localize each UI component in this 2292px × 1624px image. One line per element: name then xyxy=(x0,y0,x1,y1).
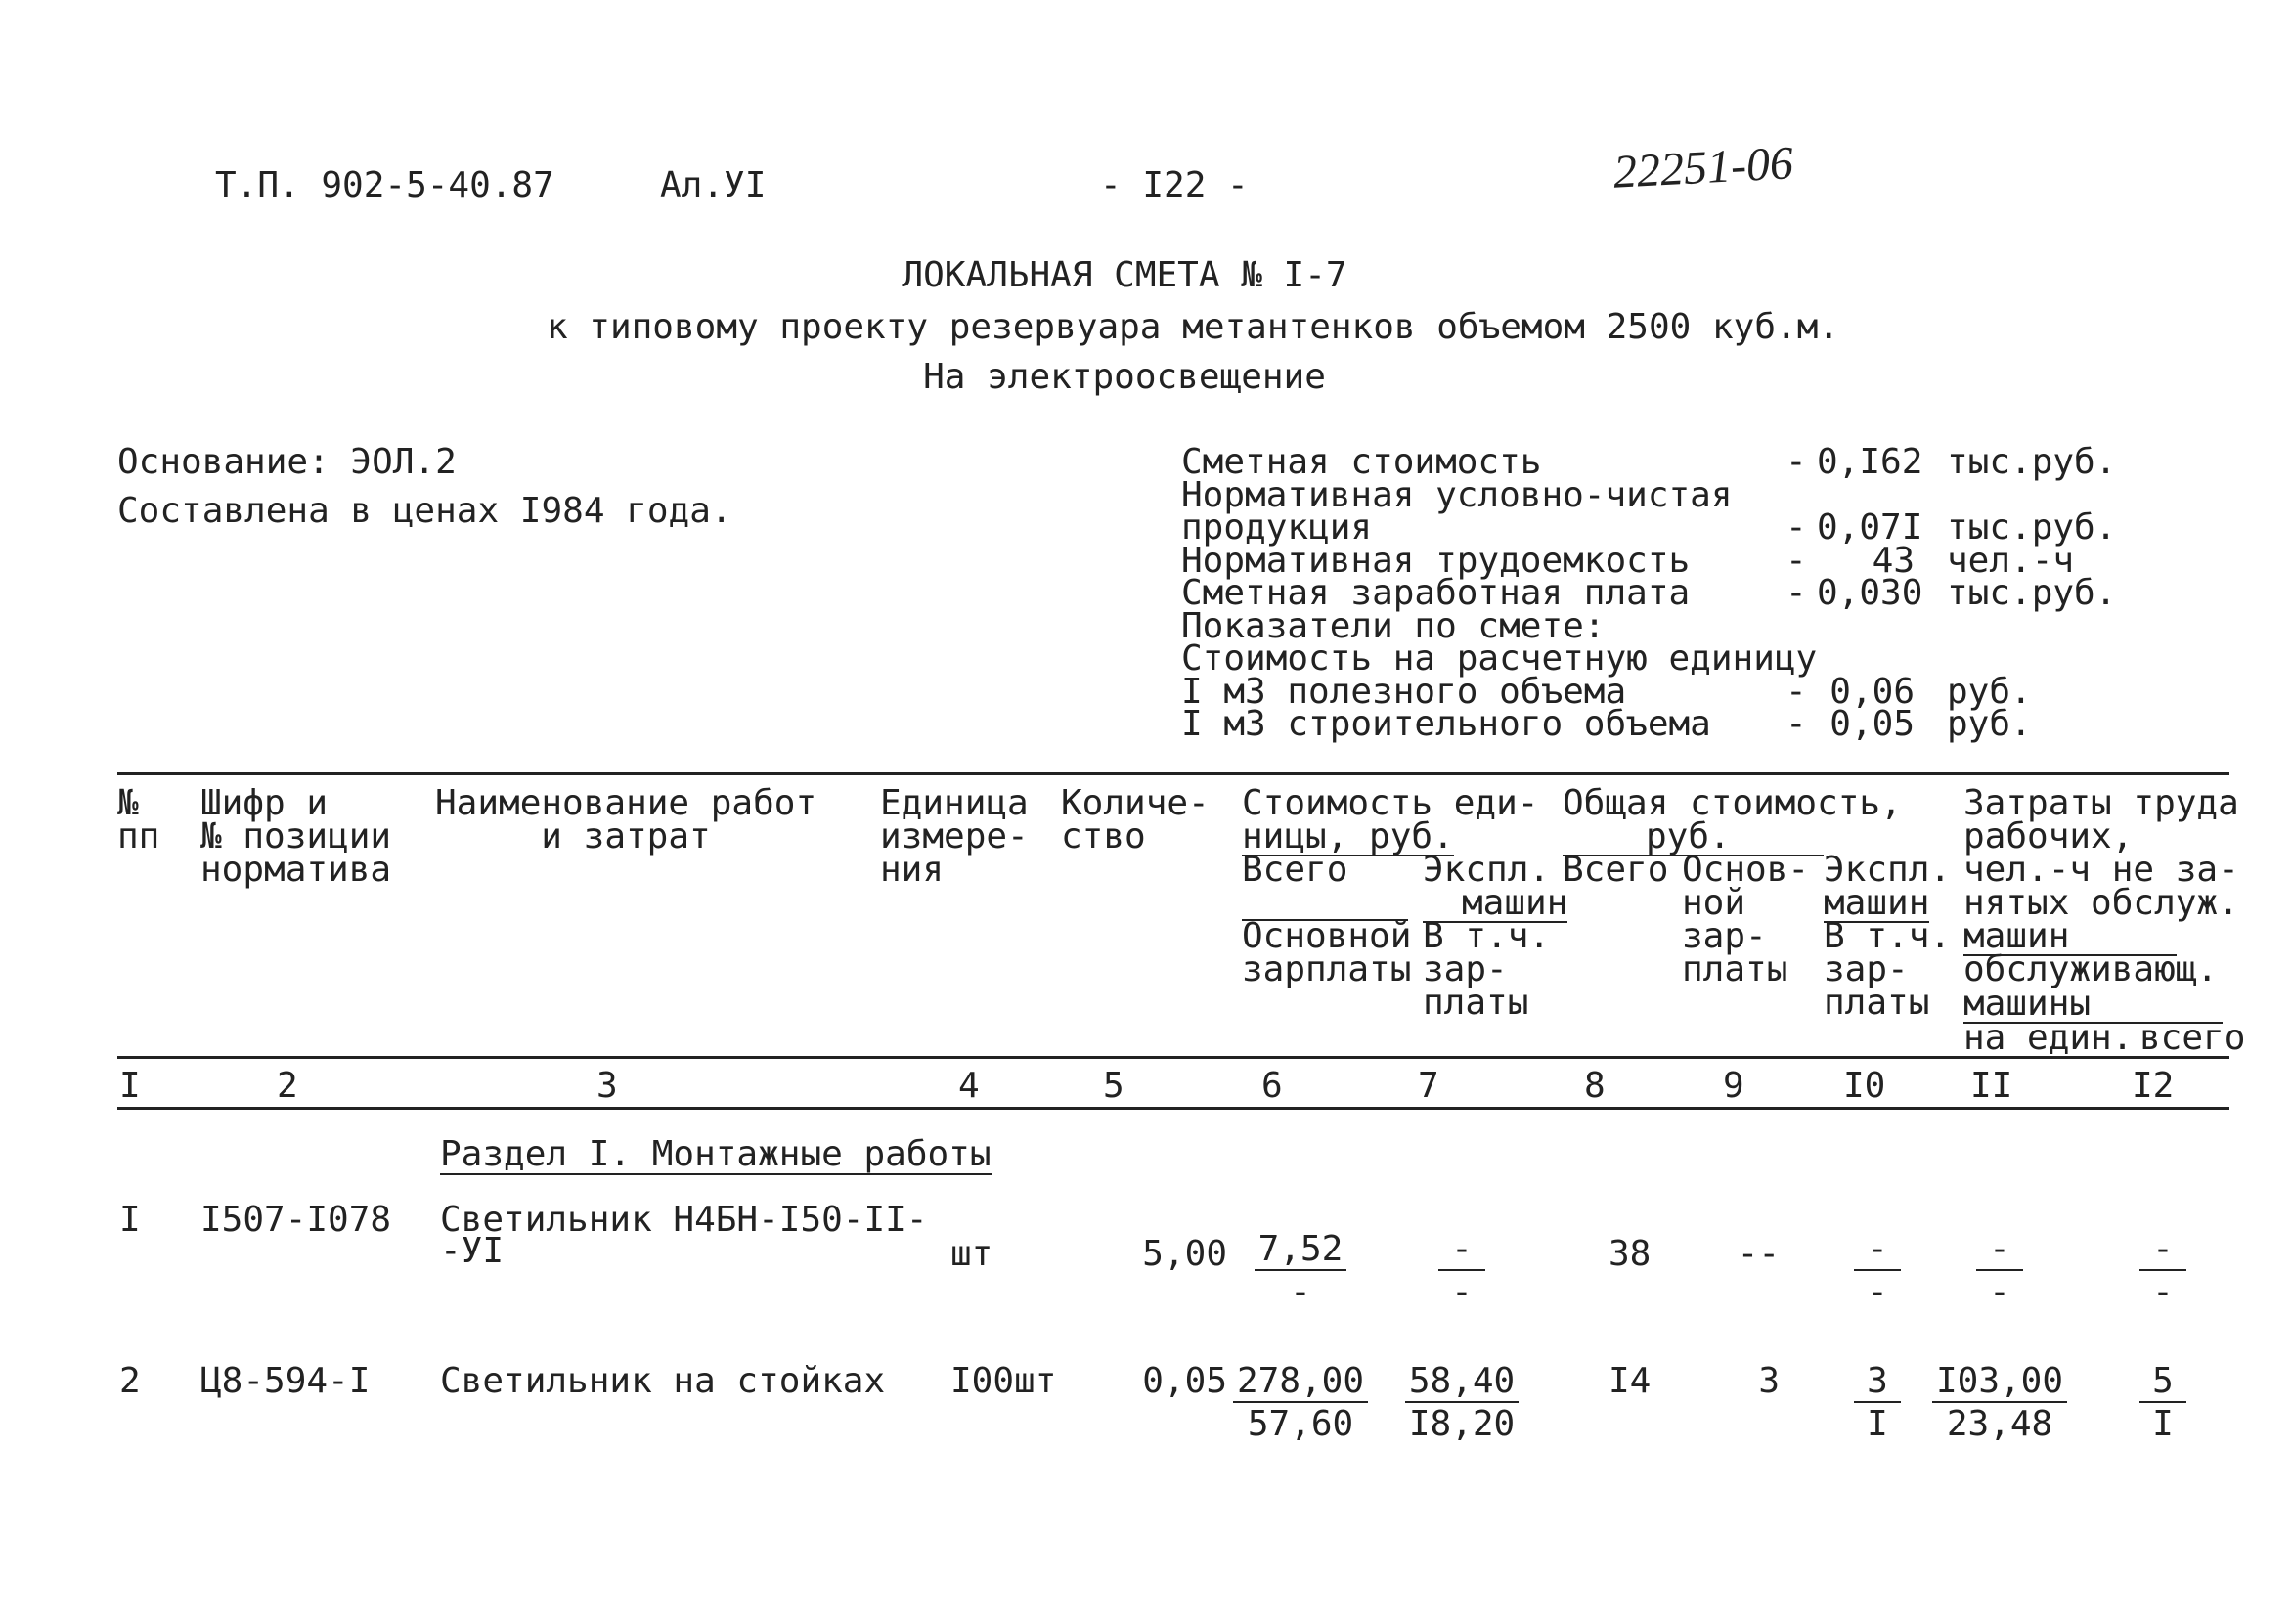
row-unit-cost xyxy=(1222,1229,1379,1312)
header-total-base-wage: Основ- ной зар- платы xyxy=(1682,850,1810,989)
summary-value: 0,I62 xyxy=(1817,442,1923,482)
summary-dash: - xyxy=(1785,442,1807,482)
row-unit-cost xyxy=(1222,1361,1379,1444)
header-total-cost: Общая стоимость, руб. xyxy=(1563,783,1902,856)
summary-label: I м3 строительного объема xyxy=(1181,704,1711,744)
header-unit-incl-wage: В т.ч. зар- платы xyxy=(1423,916,1551,1023)
row-unit-machines-numerator: 58,40 xyxy=(1405,1364,1519,1403)
row-labor-total xyxy=(2085,1361,2241,1444)
column-number: 9 xyxy=(1723,1066,1744,1106)
column-numbers-row xyxy=(0,1066,2292,1108)
row-norm-code: I507-I078 xyxy=(200,1200,392,1240)
estimate-title: ЛОКАЛЬНАЯ СМЕТА № I-7 xyxy=(902,255,1347,295)
project-code: Т.П. 902-5-40.87 xyxy=(215,165,554,205)
header-unit-base-wage: Основной зарплаты xyxy=(1242,916,1412,989)
row-labor-total-numerator: - xyxy=(2139,1232,2186,1271)
header-unit-machines: Экспл. машин xyxy=(1423,850,1568,923)
row-labor-per-unit xyxy=(1921,1361,2078,1444)
row-number: I xyxy=(119,1200,141,1240)
column-number: I xyxy=(119,1066,141,1106)
handwritten-document-number: 22251-06 xyxy=(1611,137,1795,198)
row-total-machines-numerator: - xyxy=(1854,1232,1901,1271)
summary-label: Стоимость на расчетную единицу xyxy=(1181,638,1818,679)
column-number: 7 xyxy=(1418,1066,1439,1106)
row-labor-per-unit xyxy=(1921,1229,2078,1312)
summary-unit: тыс.руб. xyxy=(1947,507,2117,548)
summary-label: I м3 полезного объема xyxy=(1181,671,1627,712)
row-unit-machines-denominator: - xyxy=(1451,1272,1473,1312)
row-total-machines-denominator: - xyxy=(1867,1272,1888,1312)
header-labor: Затраты труда рабочих, чел.-ч не за- нятых обслуж. машин xyxy=(1963,783,2239,956)
row-quantity: 0,05 xyxy=(1142,1361,1227,1401)
column-number: 8 xyxy=(1584,1066,1606,1106)
row-work-name: Светильник на стойках xyxy=(440,1361,886,1401)
summary-value: 43 xyxy=(1872,540,1915,581)
row-unit-cost-numerator: 7,52 xyxy=(1255,1232,1347,1271)
summary-unit: руб. xyxy=(1947,704,2032,744)
row-unit-machines-denominator: I8,20 xyxy=(1408,1404,1516,1444)
header-col-qty: Количе- ство xyxy=(1061,783,1210,856)
row-labor-total-numerator: 5 xyxy=(2139,1364,2186,1403)
row-labor-per-unit-numerator: - xyxy=(1976,1232,2023,1271)
summary-label: Нормативная условно-чистая xyxy=(1181,474,1733,515)
header-total-total: Всего xyxy=(1563,850,1669,890)
row-work-name: Светильник Н4БН-I50-II- xyxy=(440,1200,928,1240)
row-unit-cost-denominator: - xyxy=(1290,1272,1311,1312)
price-basis-line: Составлена в ценах I984 года. xyxy=(117,491,732,531)
header-labor-total: всего xyxy=(2139,1018,2246,1058)
summary-value: 0,030 xyxy=(1817,573,1923,613)
row-unit-cost-numerator: 278,00 xyxy=(1233,1364,1368,1403)
row-labor-total-denominator: I xyxy=(2152,1404,2174,1444)
row-work-name-cont: -УI xyxy=(440,1231,505,1271)
header-labor-per-unit: на един. xyxy=(1963,1018,2134,1058)
column-number: 4 xyxy=(958,1066,980,1106)
row-unit-cost-denominator: 57,60 xyxy=(1247,1404,1354,1444)
page-number: - I22 - xyxy=(1100,165,1249,205)
column-number: I0 xyxy=(1843,1066,1886,1106)
column-number: 5 xyxy=(1103,1066,1124,1106)
row-total-base-wage: -- xyxy=(1737,1234,1780,1274)
row-total-base-wage: 3 xyxy=(1758,1361,1780,1401)
row-unit-machines xyxy=(1384,1361,1540,1444)
row-total-machines-numerator: 3 xyxy=(1854,1364,1901,1403)
section-title: Раздел I. Монтажные работы xyxy=(440,1134,992,1174)
summary-dash: - xyxy=(1785,704,1807,744)
estimate-subtitle: к типовому проекту резервуара метантенков объемом 2500 куб.м. xyxy=(546,307,1840,347)
table-top-rule xyxy=(117,772,2229,775)
summary-dash: - xyxy=(1785,573,1807,613)
summary-block xyxy=(1181,442,2159,748)
estimate-purpose: На электроосвещение xyxy=(923,357,1326,397)
summary-unit: руб. xyxy=(1947,671,2032,712)
row-labor-total-denominator: - xyxy=(2152,1272,2174,1312)
row-labor-total xyxy=(2085,1229,2241,1312)
summary-unit: тыс.руб. xyxy=(1947,442,2117,482)
summary-label: Сметная стоимость xyxy=(1181,442,1542,482)
header-total-machines: Экспл. машин xyxy=(1824,850,1952,923)
summary-dash: - xyxy=(1785,671,1807,712)
row-norm-code: Ц8-594-I xyxy=(200,1361,371,1401)
row-total-cost: 38 xyxy=(1609,1234,1652,1274)
summary-label: Нормативная трудоемкость xyxy=(1181,540,1691,581)
column-number: II xyxy=(1970,1066,2013,1106)
summary-label: продукция xyxy=(1181,507,1373,548)
column-number: 2 xyxy=(277,1066,298,1106)
row-quantity: 5,00 xyxy=(1142,1234,1227,1274)
row-labor-per-unit-numerator: I03,00 xyxy=(1932,1364,2067,1403)
column-number: I2 xyxy=(2132,1066,2175,1106)
header-total-incl-wage: В т.ч. зар- платы xyxy=(1824,916,1952,1023)
summary-unit: тыс.руб. xyxy=(1947,573,2117,613)
summary-dash: - xyxy=(1785,540,1807,581)
column-number: 3 xyxy=(596,1066,618,1106)
summary-value: 0,05 xyxy=(1829,704,1915,744)
header-col-code: Шифр и № позиции норматива xyxy=(200,783,392,890)
header-col-num: № пп xyxy=(117,783,160,856)
row-total-cost: I4 xyxy=(1609,1361,1652,1401)
summary-label: Показатели по смете: xyxy=(1181,605,1606,646)
row-unit: I00шт xyxy=(950,1361,1057,1401)
basis-line: Основание: ЭОЛ.2 xyxy=(117,442,457,482)
header-col-name: Наименование работ и затрат xyxy=(435,783,817,856)
summary-dash: - xyxy=(1785,507,1807,548)
summary-label: Сметная заработная плата xyxy=(1181,573,1691,613)
row-unit-machines xyxy=(1384,1229,1540,1312)
summary-value: 0,07I xyxy=(1817,507,1923,548)
row-total-machines-denominator: I xyxy=(1867,1404,1888,1444)
column-number: 6 xyxy=(1261,1066,1283,1106)
row-unit-machines-numerator: - xyxy=(1438,1232,1485,1271)
album-number: Ал.УI xyxy=(660,165,767,205)
row-labor-per-unit-denominator: 23,48 xyxy=(1946,1404,2053,1444)
row-unit: шт xyxy=(950,1234,993,1274)
row-labor-per-unit-denominator: - xyxy=(1989,1272,2010,1312)
summary-value: 0,06 xyxy=(1829,671,1915,712)
header-labor-service: обслуживающ. машины xyxy=(1963,953,2223,1024)
summary-unit: чел.-ч xyxy=(1947,540,2075,581)
header-unit-total: Всего xyxy=(1242,850,1348,890)
header-col-unit: Единица измере- ния xyxy=(880,783,1029,890)
header-bottom-rule xyxy=(117,1056,2229,1059)
header-unit-cost: Стоимость еди- ницы, руб. xyxy=(1242,783,1539,856)
row-number: 2 xyxy=(119,1361,141,1401)
